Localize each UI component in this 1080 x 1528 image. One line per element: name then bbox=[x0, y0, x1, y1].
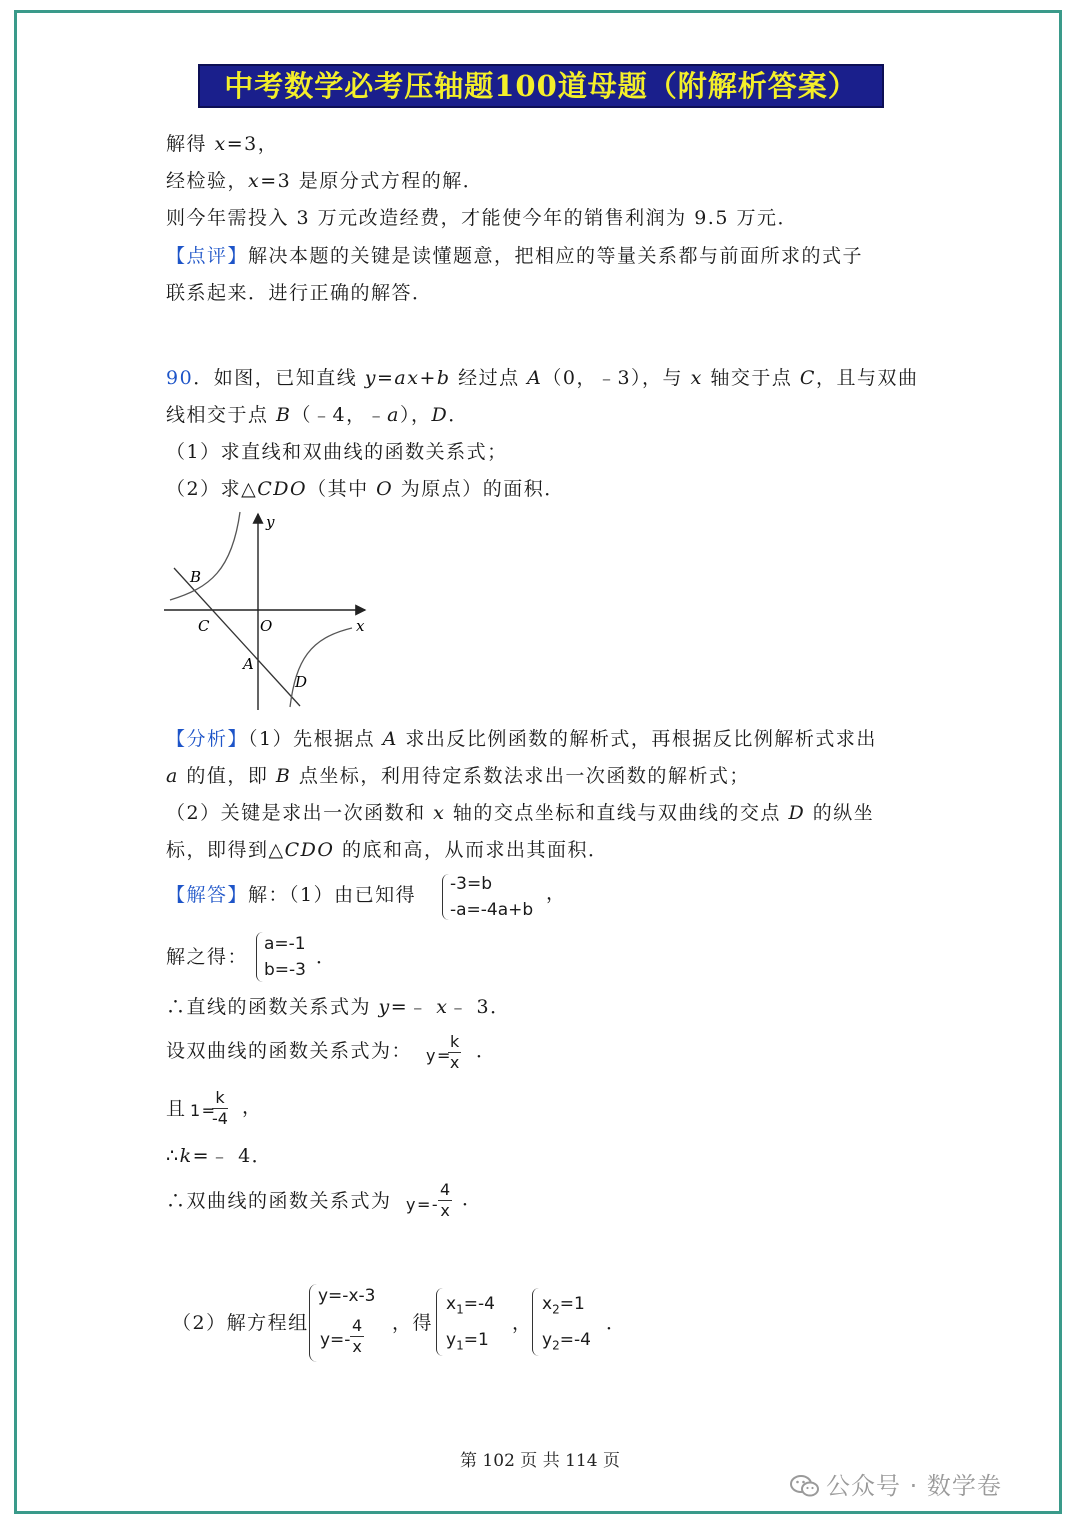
solution-line: （2）解方程组 bbox=[172, 1312, 309, 1334]
solution-x2: $x_2=1$ bbox=[542, 1294, 585, 1317]
fraction: $\frac{4}{x}$ bbox=[352, 1316, 363, 1356]
punct: ， bbox=[546, 882, 567, 904]
formula-text: y=- bbox=[406, 1195, 440, 1214]
problem-statement-line: 90．如图，已知直线 y=ax+b 经过点 A（0，﹣3），与 x 轴交于点 C，且与双曲 bbox=[166, 367, 919, 389]
fraction: $\frac{k}{-4}$ bbox=[212, 1088, 228, 1128]
equation-brace bbox=[256, 932, 263, 982]
punct: ． bbox=[316, 946, 337, 968]
equation-brace bbox=[532, 1288, 539, 1356]
equation-brace bbox=[436, 1288, 443, 1356]
solution-line: ∴双曲线的函数关系式为 bbox=[166, 1190, 392, 1212]
fraction: $\frac{4}{x}$ bbox=[440, 1180, 451, 1220]
problem-part-2: （2）求△CDO（其中 O 为原点）的面积． bbox=[166, 478, 565, 500]
analysis-tag: 【分析】 bbox=[166, 728, 249, 750]
equation-brace bbox=[442, 874, 449, 920]
solution-tag: 【解答】 bbox=[166, 884, 249, 906]
solution-line: 【解答】解：（1）由已知得 bbox=[166, 884, 417, 906]
solution-y1: $y_1=1$ bbox=[446, 1330, 489, 1353]
page-title: 中考数学必考压轴题100道母题（附解析答案） bbox=[198, 64, 884, 108]
text-line: 联系起来．进行正确的解答． bbox=[166, 282, 433, 304]
solution-x1: $x_1=-4$ bbox=[446, 1294, 495, 1317]
review-line: 【点评】解决本题的关键是读懂题意，把相应的等量关系都与前面所求的式子 bbox=[166, 245, 864, 267]
label-A: A bbox=[243, 655, 254, 673]
text-line: 则今年需投入 3 万元改造经费，才能使今年的销售利润为 9.5 万元． bbox=[166, 207, 798, 229]
label-y: y bbox=[266, 513, 275, 531]
review-tag: 【点评】 bbox=[166, 245, 249, 267]
text-line: 经检验，x=3 是原分式方程的解． bbox=[166, 170, 484, 192]
formula-text: 1= bbox=[190, 1101, 217, 1120]
punct: ． bbox=[462, 1188, 483, 1210]
punct: ， bbox=[512, 1312, 533, 1334]
solution-line: ∴直线的函数关系式为 y=﹣ x﹣ 3． bbox=[166, 996, 511, 1018]
hyperbola-lower-branch bbox=[290, 628, 352, 707]
problem-number: 90 bbox=[166, 367, 194, 389]
analysis-line: 【分析】（1）先根据点 A 求出反比例函数的解析式，再根据反比例解析式求出 bbox=[166, 728, 877, 750]
label-D: D bbox=[295, 673, 308, 691]
solution-line: 设双曲线的函数关系式为： bbox=[166, 1040, 413, 1062]
label-O: O bbox=[260, 617, 273, 635]
label-C: C bbox=[198, 617, 210, 635]
solution-line: 且 bbox=[166, 1098, 187, 1120]
formula-text: y= bbox=[426, 1046, 452, 1065]
page-number: 第 102 页 共 114 页 bbox=[460, 1451, 620, 1471]
problem-statement-line: 线相交于点 B（﹣4，﹣a），D． bbox=[166, 404, 469, 426]
hyperbola-upper-branch bbox=[170, 512, 240, 600]
analysis-line: （2）关键是求出一次函数和 x 轴的交点坐标和直线与双曲线的交点 D 的纵坐 bbox=[166, 802, 875, 824]
punct: ． bbox=[476, 1040, 497, 1062]
solution-line: ∴k=﹣ 4． bbox=[166, 1145, 273, 1167]
text: ，得 bbox=[392, 1312, 434, 1334]
equation-system-3-eq2: y=- bbox=[320, 1330, 351, 1350]
punct: ． bbox=[606, 1312, 627, 1334]
equation-system-2: a=-1 b=-3 bbox=[264, 934, 306, 980]
solution-y2: $y_2=-4$ bbox=[542, 1330, 591, 1353]
function-graph-figure bbox=[160, 510, 375, 715]
solution-line: 解之得： bbox=[166, 946, 249, 968]
equation-system-1: -3=b -a=-4a+b bbox=[450, 874, 534, 920]
label-x: x bbox=[356, 617, 365, 635]
label-B: B bbox=[190, 568, 202, 586]
fraction: $\frac{k}{x}$ bbox=[449, 1032, 460, 1072]
equation-system-3-eq1: y=-x-3 bbox=[318, 1286, 376, 1306]
watermark: 公众号 · 数学卷 bbox=[790, 1466, 1002, 1501]
equation-brace bbox=[309, 1284, 317, 1362]
problem-part-1: （1）求直线和双曲线的函数关系式； bbox=[166, 441, 508, 463]
analysis-line: 标，即得到△CDO 的底和高，从而求出其面积． bbox=[166, 839, 609, 861]
wechat-icon bbox=[790, 1474, 820, 1498]
analysis-line: a 的值，即 B 点坐标，利用待定系数法求出一次函数的解析式； bbox=[166, 765, 750, 787]
punct: ， bbox=[242, 1096, 263, 1118]
line-curve bbox=[174, 568, 300, 706]
text-line: 解得 x=3， bbox=[166, 133, 279, 155]
